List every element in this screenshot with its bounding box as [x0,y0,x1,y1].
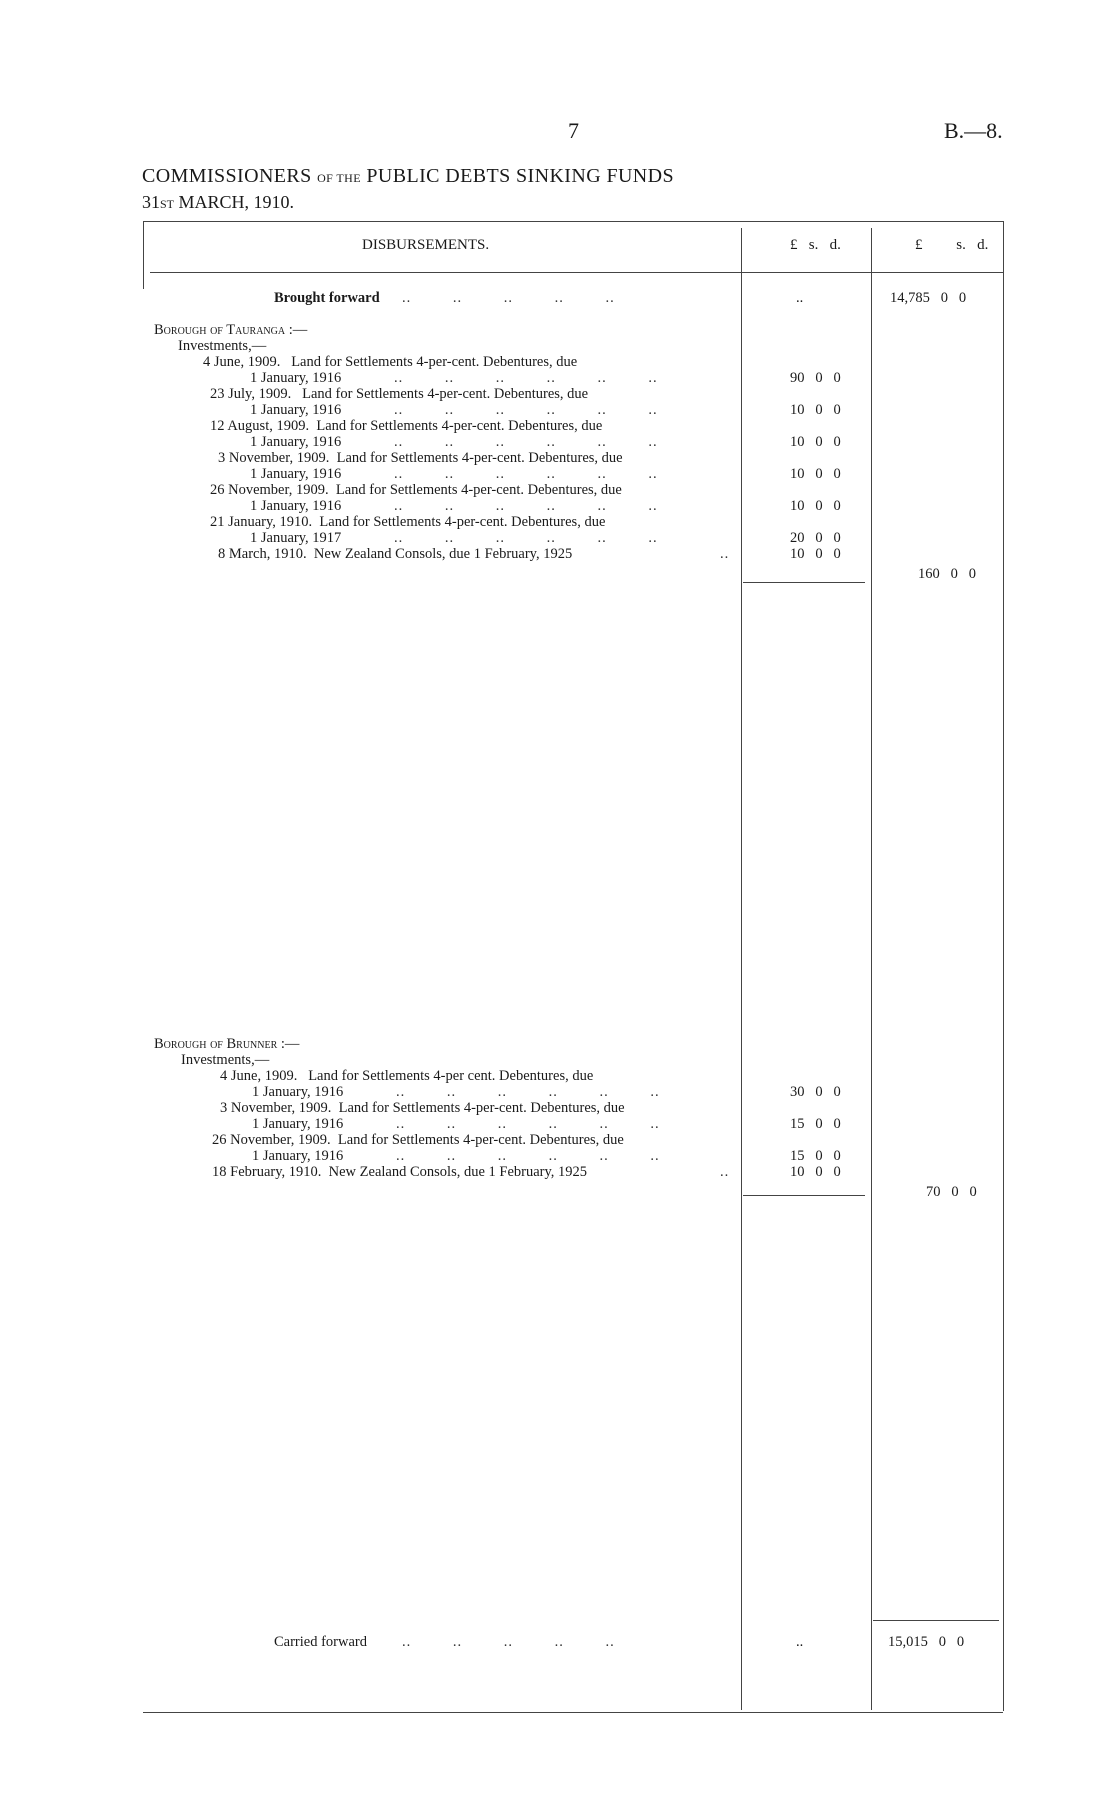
carried-forward-label: Carried forward [274,1634,367,1650]
date-rest: MARCH, 1910. [178,192,295,212]
brunner-total: 70 0 0 [926,1184,977,1200]
carried-forward-leader: .. .. .. .. .. [402,1634,615,1650]
carried-forward-mid: .. [796,1634,804,1650]
tauranga-total: 160 0 0 [918,566,976,582]
title-of-the: OF THE [317,171,361,185]
column-heading-lsd-items: £ s. d. [790,237,841,253]
tauranga-heading: Borough of Tauranga :— [154,322,308,338]
tauranga-subheading: Investments,— [178,338,267,354]
document-date [142,192,294,213]
brought-forward-mid: .. [796,290,804,306]
title-part-b: PUBLIC DEBTS SINKING FUNDS [366,165,675,187]
brought-forward-total: 14,785 0 0 [890,290,967,306]
date-suffix: ST [160,197,175,211]
column-heading-lsd-totals: £ s. d. [915,237,989,253]
page-number: 7 [568,118,579,143]
brought-forward-leader: .. .. .. .. .. [402,290,615,306]
brunner-heading: Borough of Brunner :— [154,1036,300,1052]
title-part-a: COMMISSIONERS [142,165,312,187]
column-heading-disbursements: DISBURSEMENTS. [362,237,490,253]
document-reference: B.—8. [944,118,1003,143]
date-day: 31 [142,192,160,212]
document-title [142,165,674,188]
carried-forward-total: 15,015 0 0 [888,1634,965,1650]
brunner-subheading: Investments,— [181,1052,270,1068]
brought-forward-label: Brought forward [274,290,380,306]
